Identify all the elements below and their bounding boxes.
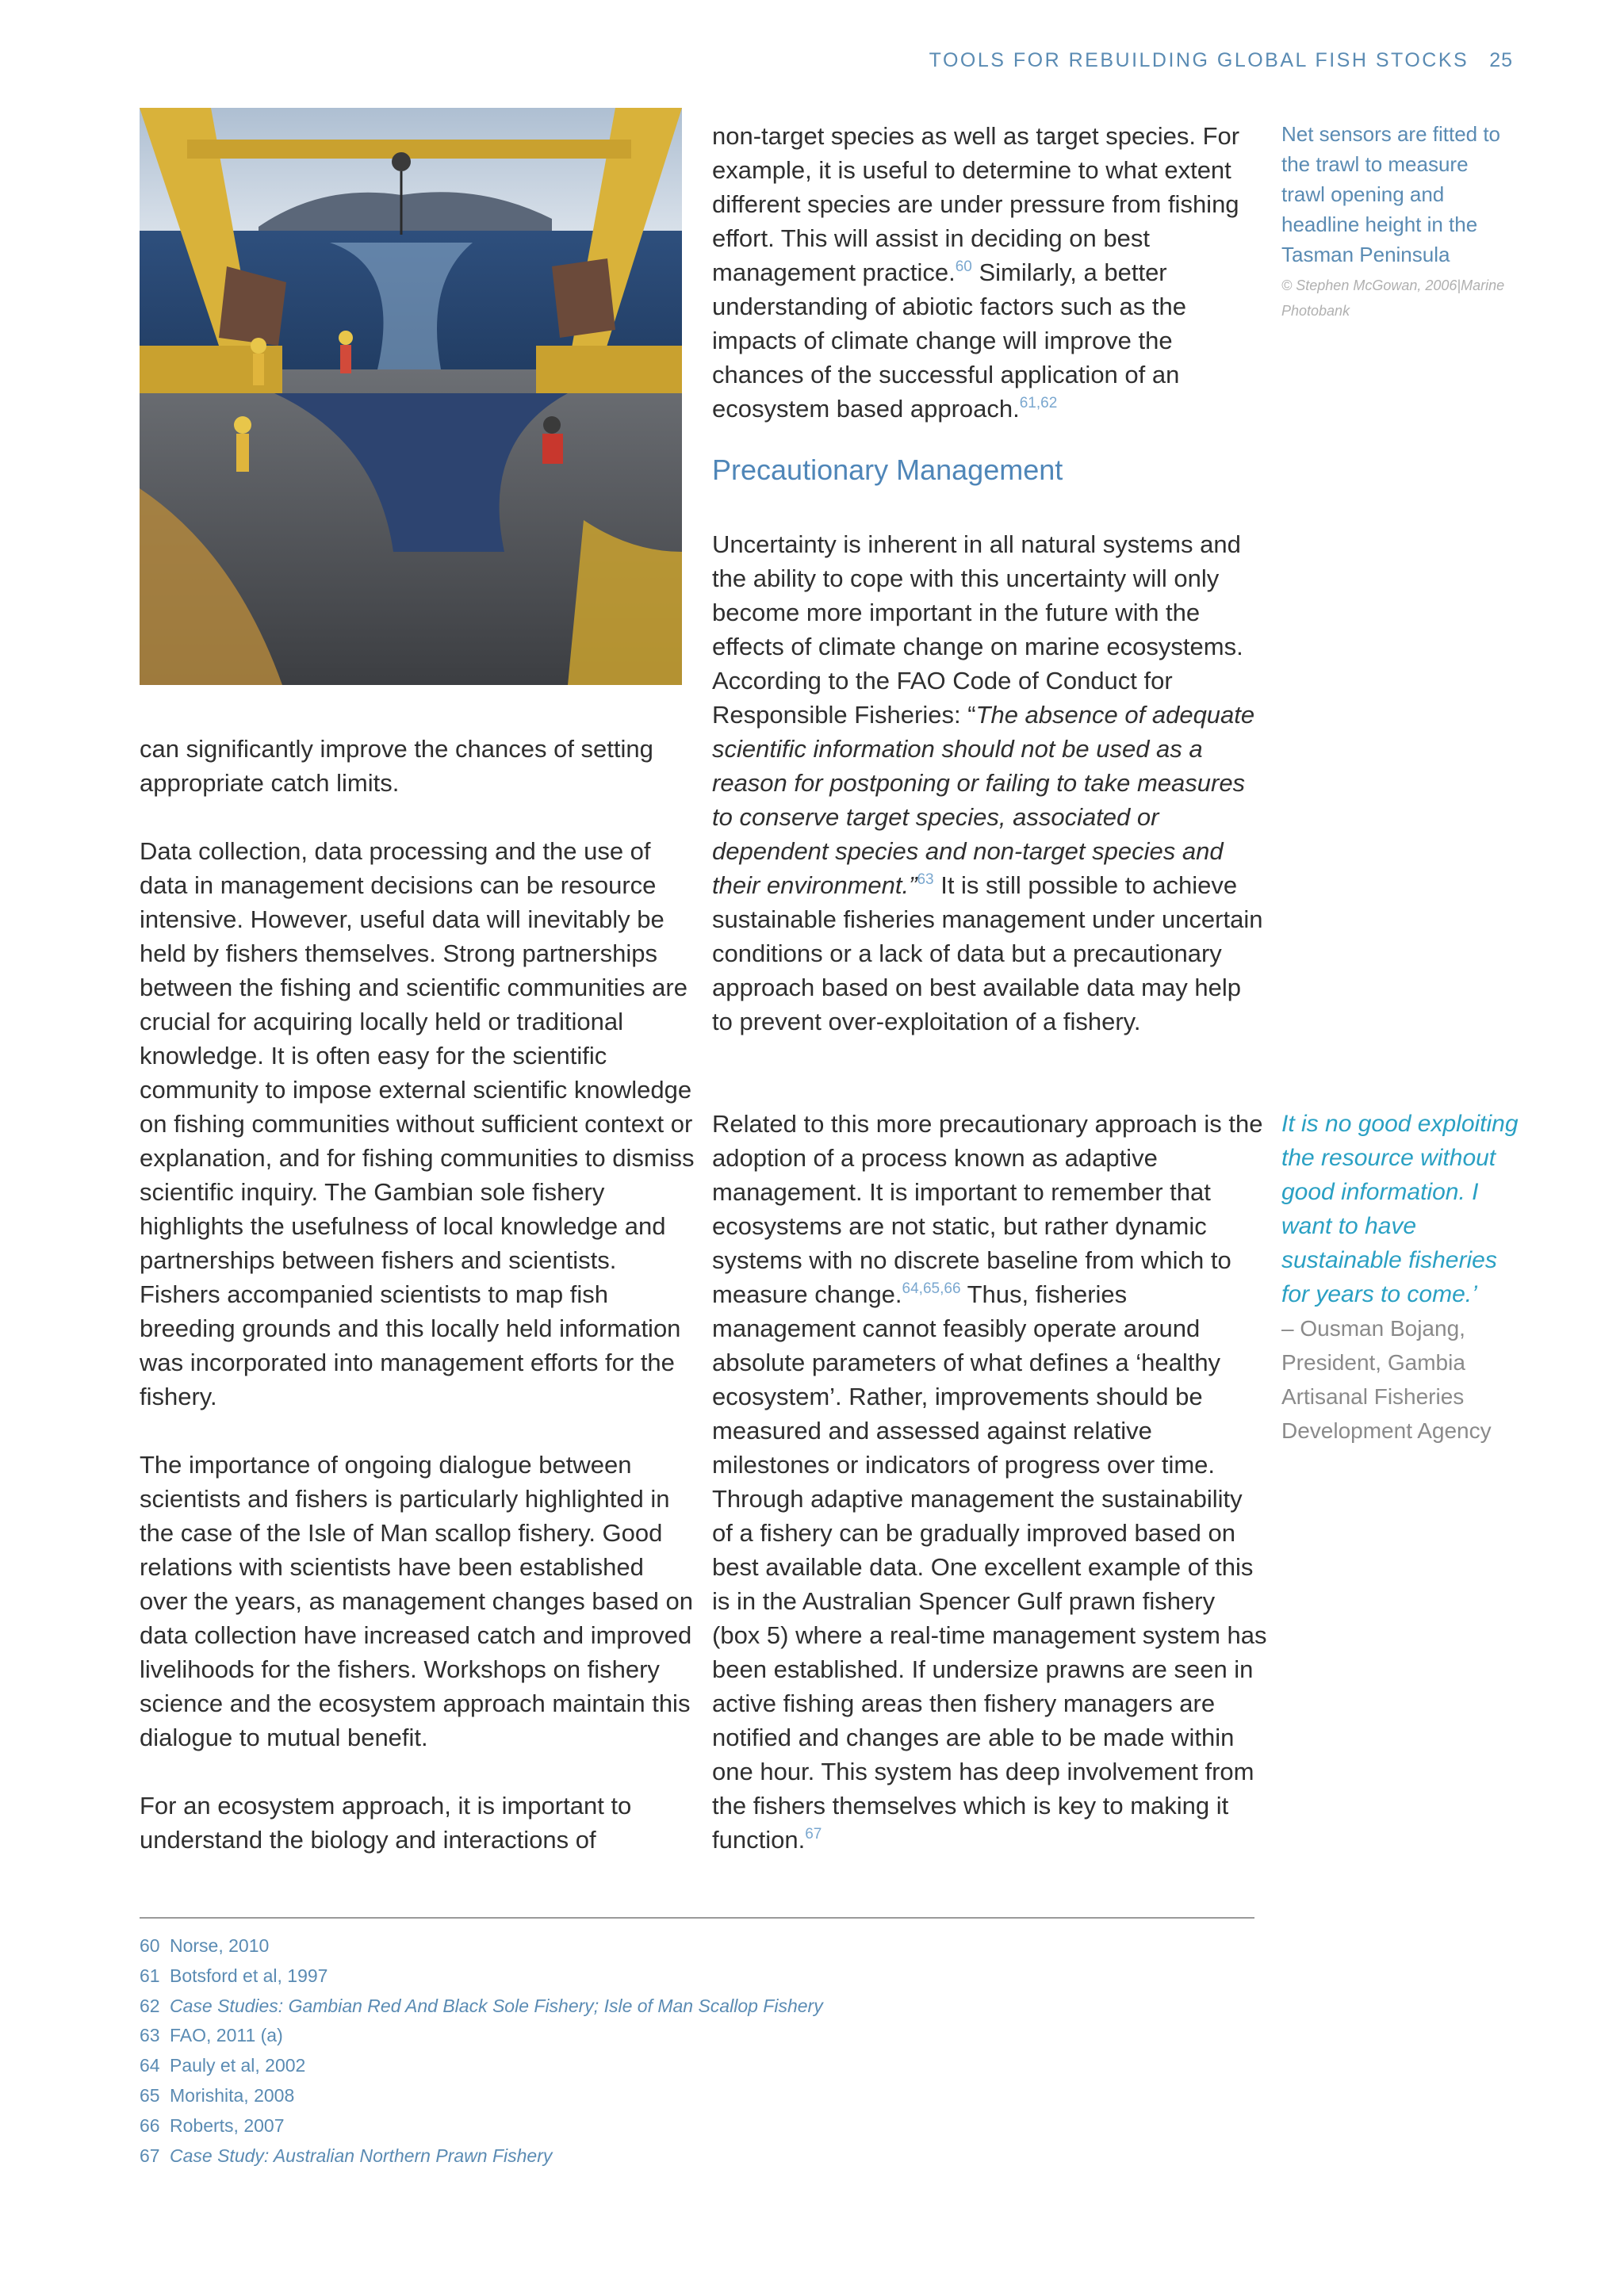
- footnote-item: [140, 2141, 1254, 2172]
- footnote-divider: [140, 1917, 1254, 1919]
- footnote-item: [140, 1992, 1254, 2022]
- footnote-text: FAO, 2011 (a): [170, 2025, 283, 2046]
- running-header-title: TOOLS FOR REBUILDING GLOBAL FISH STOCKS: [929, 49, 1469, 71]
- left-paragraph-3: The importance of ongoing dialogue between scientists and fishers is particularly highlighted in the case of the Isle of Man scallop fishery. Good relations with scientists have been established over the years, as management changes based on data collection have increased catch and improved livelihoods for the fishers. Workshops on fishery science and the ecosystem approach maintain this dialogue to mutual benefit.: [140, 1451, 693, 1751]
- footnote-text: Case Studies: Gambian Red And Black Sole Fishery; Isle of Man Scallop Fishery: [170, 1995, 823, 2016]
- footnote-text: Morishita, 2008: [170, 2084, 295, 2106]
- middle-paragraph-3-part-a: Related to this more precautionary approach is the adoption of a process known as adaptive management. It is important to remember that ecosystems are not static, but rather dynamic systems with no discrete baseline from which to measure change.: [712, 1110, 1263, 1308]
- middle-column-top: [712, 119, 1267, 426]
- middle-paragraph-3-part-b: Thus, fisheries management cannot feasibly operate around absolute parameters of what defines a ‘healthy ecosystem’. Rather, improvements should be measured and assessed against relative milestones or indicators of progress over time. Through adaptive management the sustainability of a fishery can be gradually improved based on best available data. One excellent example of this is in the Australian Spencer Gulf prawn fishery (box 5) where a real-time management system has been established. If undersize prawns are seen in active fishing areas then fishery managers are notified and changes are able to be made within one hour. This system has deep involvement from the fishers themselves which is key to making it function.: [712, 1280, 1267, 1854]
- fao-code-quote: The absence of adequate scientific information should not be used as a reason for postponing or failing to take measures to conserve target species, associated or dependent species and non-target species and their environment.”: [712, 701, 1255, 899]
- middle-column-adaptive: [712, 1107, 1267, 1857]
- footnote-number: 66: [140, 2114, 160, 2136]
- footnote-item: [140, 2111, 1254, 2141]
- section-heading: Precautionary Management: [712, 453, 1063, 486]
- footnote-text: Pauly et al, 2002: [170, 2055, 306, 2076]
- footnote-number: 60: [140, 1935, 160, 1956]
- pull-quote: [1281, 1107, 1519, 1448]
- footnote-number: 65: [140, 2084, 160, 2106]
- footnote-text: Roberts, 2007: [170, 2114, 285, 2136]
- middle-paragraph-2-part-a: Uncertainty is inherent in all natural systems and the ability to cope with this uncertainty will only become more important in the future with the effects of climate change on marine ecosystems. According to the FAO Code of Conduct for Responsible Fisheries: “: [712, 530, 1243, 729]
- middle-column-precautionary: [712, 527, 1267, 1039]
- footnote-text: Botsford et al, 1997: [170, 1965, 328, 1986]
- left-paragraph-1: can significantly improve the chances of setting appropriate catch limits.: [140, 735, 653, 797]
- footnote-number: 64: [140, 2055, 160, 2076]
- footnote-ref-60[interactable]: 60: [955, 258, 972, 275]
- trawler-photo: [140, 108, 682, 685]
- middle-paragraph-1-part-b: Similarly, a better understanding of abiotic factors such as the impacts of climate change will improve the chances of the successful application of an ecosystem based approach.: [712, 258, 1186, 423]
- running-header: [929, 49, 1513, 72]
- footnote-ref-63[interactable]: 63: [917, 871, 934, 888]
- left-paragraph-4: For an ecosystem approach, it is important to understand the biology and interactions of: [140, 1792, 632, 1854]
- footnote-number: 62: [140, 1995, 160, 2016]
- footnote-text: Norse, 2010: [170, 1935, 270, 1956]
- trawler-deck-illustration: [140, 108, 682, 685]
- footnote-item: [140, 1961, 1254, 1992]
- footnote-list: [140, 1931, 1254, 2171]
- left-column: [140, 732, 695, 1857]
- footnote-item: [140, 2081, 1254, 2111]
- pull-quote-text: It is no good exploiting the resource without good information. I want to have sustainable fisheries for years to come.’: [1281, 1111, 1519, 1307]
- pull-quote-attribution: – Ousman Bojang, President, Gambia Artisanal Fisheries Development Agency: [1281, 1316, 1492, 1443]
- middle-paragraph-1: [712, 119, 1267, 426]
- footnote-number: 63: [140, 2025, 160, 2046]
- middle-paragraph-2: [712, 527, 1267, 1039]
- middle-paragraph-3: [712, 1107, 1267, 1857]
- footnote-number: 67: [140, 2145, 160, 2166]
- footnote-ref-61-62[interactable]: 61,62: [1019, 395, 1058, 411]
- footnote-item: [140, 2021, 1254, 2051]
- photo-credit: © Stephen McGowan, 2006|Marine Photobank: [1281, 277, 1505, 319]
- middle-paragraph-1-part-a: non-target species as well as target species. For example, it is useful to determine to what extent different species are under pressure from fishing effort. This will assist in deciding on best management practice.: [712, 122, 1240, 286]
- footnote-text: Case Study: Australian Northern Prawn Fishery: [170, 2145, 553, 2166]
- left-paragraph-2: Data collection, data processing and the use of data in management decisions can be resource intensive. However, useful data will inevitably be held by fishers themselves. Strong partnerships between the fishing and scientific communities are crucial for acquiring locally held or traditional knowledge. It is often easy for the scientific community to impose external scientific knowledge on fishing communities without sufficient context or explanation, and for fishing communities to dismiss scientific inquiry. The Gambian sole fishery highlights the usefulness of local knowledge and partnerships between fishers and scientists. Fishers accompanied scientists to map fish breeding grounds and this locally held information was incorporated into management efforts for the fishery.: [140, 837, 695, 1410]
- middle-paragraph-2-part-b: It is still possible to achieve sustainable fisheries management under uncertain conditions or a lack of data but a precautionary approach based on best available data may help to prevent over-exploitation of a fishery.: [712, 871, 1263, 1035]
- footnote-ref-64-65-66[interactable]: 64,65,66: [902, 1280, 961, 1297]
- footnote-number: 61: [140, 1965, 160, 1986]
- footnote-item: [140, 1931, 1254, 1961]
- footnote-ref-67[interactable]: 67: [805, 1826, 822, 1843]
- page-number: 25: [1489, 49, 1513, 71]
- footnote-item: [140, 2051, 1254, 2081]
- photo-caption-text: Net sensors are fitted to the trawl to measure trawl opening and headline height in the Tasman Peninsula: [1281, 122, 1501, 266]
- photo-caption: [1281, 119, 1511, 323]
